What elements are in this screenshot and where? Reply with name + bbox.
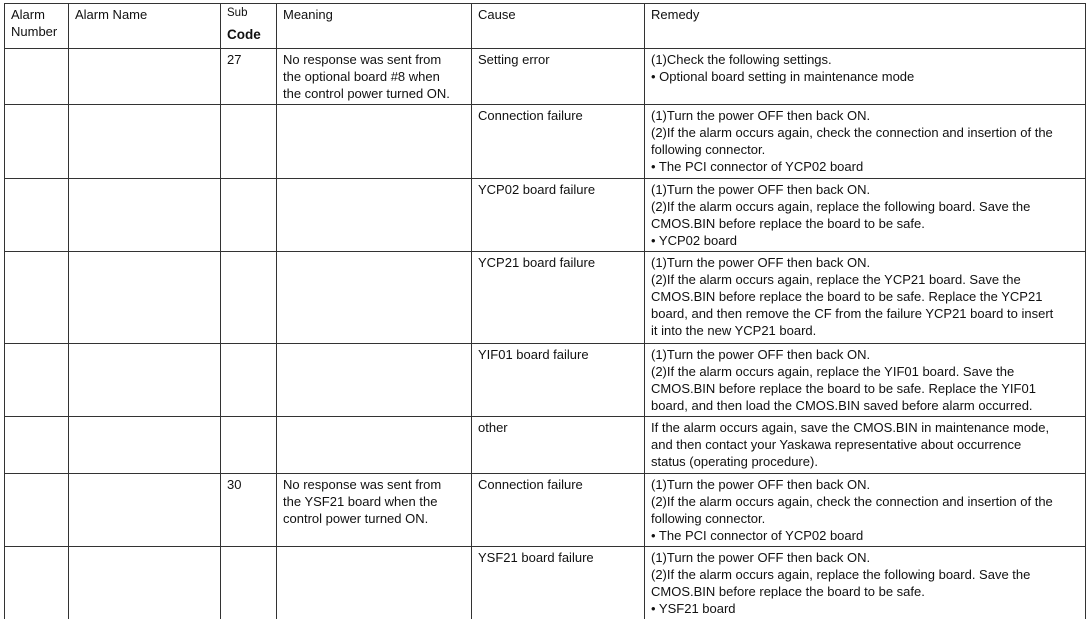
cell-alarm-number — [5, 49, 69, 105]
remedy-line: (2)If the alarm occurs again, replace the YIF01 board. Save the — [651, 364, 1015, 379]
cell-alarm-number — [5, 179, 69, 252]
cell-alarm-name — [69, 417, 221, 474]
cell-cause: Setting error — [472, 49, 645, 105]
remedy-line: If the alarm occurs again, save the CMOS.BIN in maintenance mode, — [651, 420, 1050, 435]
remedy-line: (1)Turn the power OFF then back ON. — [651, 477, 871, 492]
remedy-line: • YSF21 board — [651, 601, 736, 616]
cell-alarm-number — [5, 105, 69, 179]
cell-alarm-name — [69, 344, 221, 417]
remedy-line: and then contact your Yaskawa representative about occurrence — [651, 437, 1022, 452]
remedy-line: CMOS.BIN before replace the board to be safe. — [651, 216, 925, 231]
cell-sub-code: 30 — [221, 474, 277, 547]
table-row — [5, 49, 1086, 105]
remedy-line: status (operating procedure). — [651, 454, 818, 469]
meaning-line: the YSF21 board when the — [283, 494, 438, 509]
remedy-line: (1)Turn the power OFF then back ON. — [651, 108, 871, 123]
remedy-line: • The PCI connector of YCP02 board — [651, 159, 864, 174]
cell-sub-code: 27 — [221, 49, 277, 105]
remedy-line: • The PCI connector of YCP02 board — [651, 528, 864, 543]
cell-alarm-number — [5, 344, 69, 417]
cell-alarm-name — [69, 547, 221, 620]
remedy-line: CMOS.BIN before replace the board to be safe. — [651, 584, 925, 599]
cell-alarm-number — [5, 474, 69, 547]
cell-remedy — [645, 344, 1086, 417]
header-sub-code — [221, 4, 277, 49]
remedy-line: CMOS.BIN before replace the board to be safe. Replace the YCP21 — [651, 289, 1043, 304]
header-cause: Cause — [472, 4, 645, 49]
header-meaning: Meaning — [277, 4, 472, 49]
remedy-line: (2)If the alarm occurs again, replace the following board. Save the — [651, 199, 1031, 214]
cell-cause: Connection failure — [472, 105, 645, 179]
cell-cause: YIF01 board failure — [472, 344, 645, 417]
table-row — [5, 417, 1086, 474]
cell-remedy — [645, 547, 1086, 620]
cell-remedy — [645, 474, 1086, 547]
cell-sub-code — [221, 547, 277, 620]
remedy-line: board, and then load the CMOS.BIN saved before alarm occurred. — [651, 398, 1033, 413]
cell-meaning — [277, 105, 472, 179]
meaning-line: the control power turned ON. — [283, 86, 450, 101]
remedy-line: (1)Check the following settings. — [651, 52, 832, 67]
remedy-line: following connector. — [651, 511, 766, 526]
remedy-line: (1)Turn the power OFF then back ON. — [651, 182, 871, 197]
remedy-line: (2)If the alarm occurs again, replace the YCP21 board. Save the — [651, 272, 1021, 287]
cell-remedy — [645, 49, 1086, 105]
remedy-line: • Optional board setting in maintenance mode — [651, 69, 915, 84]
cell-meaning — [277, 252, 472, 344]
table-row — [5, 547, 1086, 620]
remedy-line: (1)Turn the power OFF then back ON. — [651, 255, 871, 270]
remedy-line: (2)If the alarm occurs again, check the connection and insertion of the — [651, 125, 1053, 140]
meaning-line: the optional board #8 when — [283, 69, 440, 84]
table-row — [5, 474, 1086, 547]
alarm-table — [4, 3, 1086, 619]
table-row — [5, 252, 1086, 344]
cell-meaning — [277, 344, 472, 417]
table-row — [5, 105, 1086, 179]
cell-remedy — [645, 105, 1086, 179]
remedy-line: CMOS.BIN before replace the board to be safe. Replace the YIF01 — [651, 381, 1036, 396]
cell-alarm-name — [69, 105, 221, 179]
remedy-line: (1)Turn the power OFF then back ON. — [651, 347, 871, 362]
cell-cause: other — [472, 417, 645, 474]
remedy-line: board, and then remove the CF from the failure YCP21 board to insert — [651, 306, 1054, 321]
cell-meaning — [277, 547, 472, 620]
cell-sub-code — [221, 344, 277, 417]
cell-cause: YCP21 board failure — [472, 252, 645, 344]
header-code-label: Code — [227, 27, 261, 42]
remedy-line: • YCP02 board — [651, 233, 737, 248]
cell-alarm-name — [69, 49, 221, 105]
cell-sub-code — [221, 105, 277, 179]
cell-alarm-number — [5, 547, 69, 620]
remedy-line: following connector. — [651, 142, 766, 157]
remedy-line: (1)Turn the power OFF then back ON. — [651, 550, 871, 565]
table-header-row — [5, 4, 1086, 49]
table-row — [5, 344, 1086, 417]
cell-sub-code — [221, 179, 277, 252]
cell-remedy — [645, 252, 1086, 344]
header-remedy: Remedy — [645, 4, 1086, 49]
cell-meaning — [277, 49, 472, 105]
cell-alarm-name — [69, 474, 221, 547]
meaning-line: control power turned ON. — [283, 511, 429, 526]
cell-cause: YCP02 board failure — [472, 179, 645, 252]
cell-sub-code — [221, 252, 277, 344]
header-alarm-name: Alarm Name — [69, 4, 221, 49]
remedy-line: (2)If the alarm occurs again, check the connection and insertion of the — [651, 494, 1053, 509]
cell-alarm-name — [69, 252, 221, 344]
cell-sub-code — [221, 417, 277, 474]
cell-meaning — [277, 417, 472, 474]
cell-cause: YSF21 board failure — [472, 547, 645, 620]
cell-remedy — [645, 179, 1086, 252]
cell-remedy — [645, 417, 1086, 474]
cell-alarm-name — [69, 179, 221, 252]
cell-alarm-number — [5, 252, 69, 344]
cell-cause: Connection failure — [472, 474, 645, 547]
meaning-line: No response was sent from — [283, 477, 442, 492]
table-body — [5, 49, 1086, 620]
cell-meaning — [277, 474, 472, 547]
cell-meaning — [277, 179, 472, 252]
remedy-line: it into the new YCP21 board. — [651, 323, 817, 338]
header-sub-label: Sub — [227, 7, 248, 19]
table-row — [5, 179, 1086, 252]
cell-alarm-number — [5, 417, 69, 474]
meaning-line: No response was sent from — [283, 52, 442, 67]
remedy-line: (2)If the alarm occurs again, replace the following board. Save the — [651, 567, 1031, 582]
header-alarm-number: Alarm Number — [5, 4, 69, 49]
